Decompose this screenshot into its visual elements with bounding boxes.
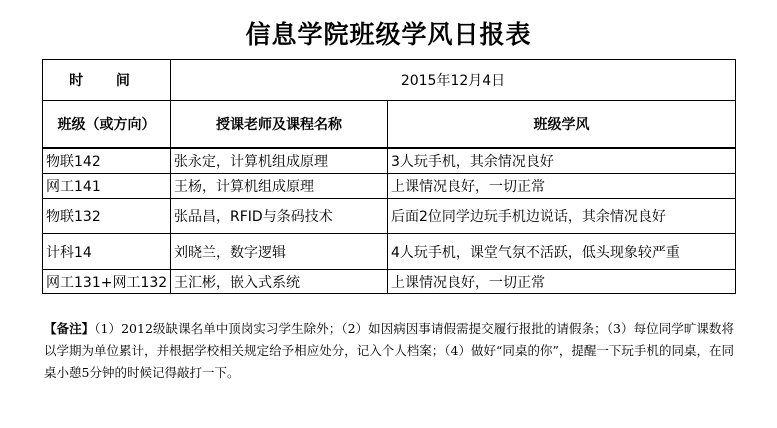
table-row bbox=[43, 270, 736, 294]
class-cell: 物联142 bbox=[43, 148, 171, 174]
time-label: 时 间 bbox=[43, 60, 171, 101]
remarks-heading: 【备注】 bbox=[44, 321, 95, 336]
remarks bbox=[44, 318, 734, 384]
teacher-course-cell: 王汇彬，嵌入式系统 bbox=[171, 270, 388, 294]
table-row bbox=[43, 199, 736, 234]
header-study-style: 班级学风 bbox=[388, 101, 736, 149]
study-style-cell: 4人玩手机，课堂气氛不活跃，低头现象较严重 bbox=[388, 234, 736, 270]
table-row bbox=[43, 174, 736, 199]
class-cell: 计科14 bbox=[43, 234, 171, 270]
header-teacher-course: 授课老师及课程名称 bbox=[171, 101, 388, 149]
remarks-text: （1）2012级缺课名单中顶岗实习学生除外；（2）如因病因事请假需提交履行报批的请假条；（3）每位同学旷课数将以学期为单位累计，并根据学校相关规定给予相应处分，记入个人档案；（4）做好“同桌的你”，提醒一下玩手机的同桌，在同桌小憩5分钟的时候记得敲打一下。 bbox=[44, 321, 734, 380]
study-style-cell: 上课情况良好，一切正常 bbox=[388, 270, 736, 294]
table-row bbox=[43, 234, 736, 270]
report-table bbox=[42, 59, 736, 294]
report-title: 信息学院班级学风日报表 bbox=[245, 20, 532, 49]
report-date: 2015年12月4日 bbox=[171, 60, 736, 101]
teacher-course-cell: 张品昌，RFID与条码技术 bbox=[171, 199, 388, 234]
study-style-cell: 上课情况良好，一切正常 bbox=[388, 174, 736, 199]
study-style-cell: 3人玩手机，其余情况良好 bbox=[388, 148, 736, 174]
class-cell: 网工141 bbox=[43, 174, 171, 199]
class-cell: 网工131+网工132 bbox=[43, 270, 171, 294]
header-class: 班级（或方向） bbox=[43, 101, 171, 149]
table-row bbox=[43, 148, 736, 174]
teacher-course-cell: 刘晓兰，数字逻辑 bbox=[171, 234, 388, 270]
teacher-course-cell: 王杨，计算机组成原理 bbox=[171, 174, 388, 199]
teacher-course-cell: 张永定，计算机组成原理 bbox=[171, 148, 388, 174]
study-style-cell: 后面2位同学边玩手机边说话，其余情况良好 bbox=[388, 199, 736, 234]
class-cell: 物联132 bbox=[43, 199, 171, 234]
time-row bbox=[43, 60, 736, 101]
header-row bbox=[43, 101, 736, 149]
